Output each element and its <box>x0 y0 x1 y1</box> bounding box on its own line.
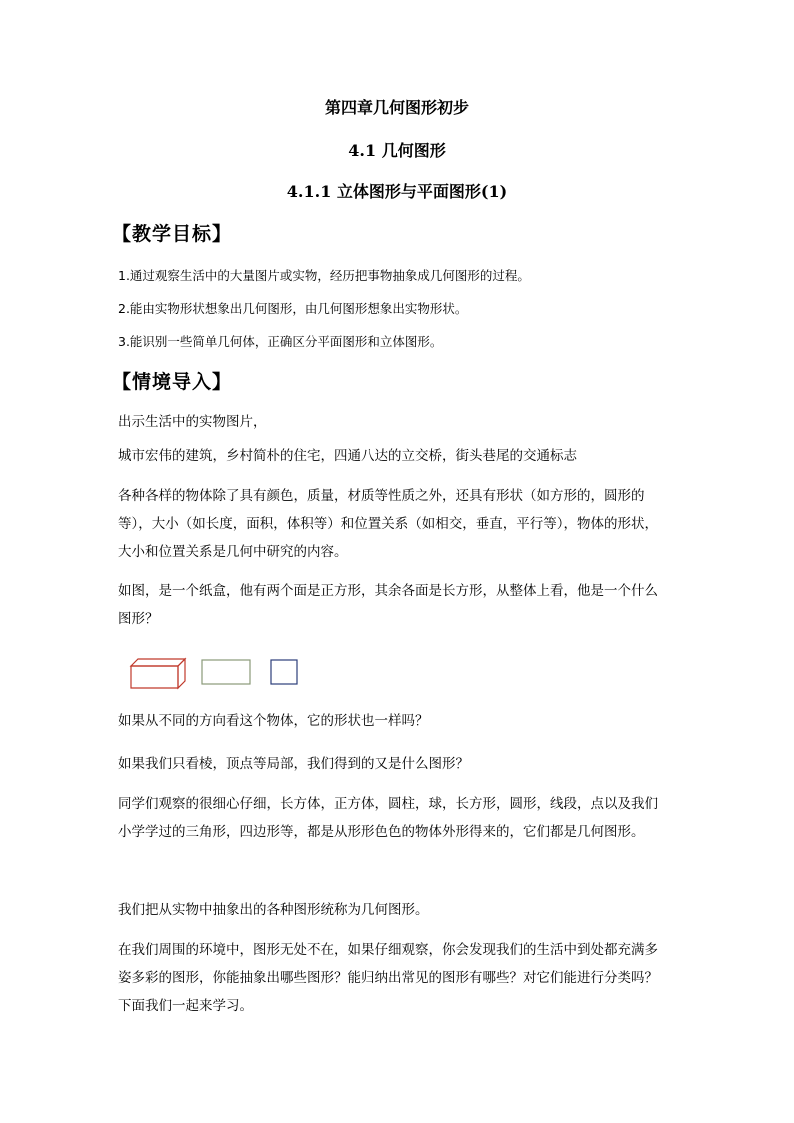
question-line: 如果从不同的方向看这个物体，它的形状也一样吗？ <box>118 713 429 729</box>
box-views-figure <box>128 654 308 694</box>
cuboid-shape <box>131 659 185 688</box>
section-title: 4.1 几何图形 <box>348 141 446 160</box>
paragraph-line: 各种各样的物体除了具有颜色，质量，材质等性质之外，还具有形状（如方形的，圆形的 <box>118 488 645 504</box>
objective-item: 1.通过观察生活中的大量图片或实物，经历把事物抽象成几何图形的过程。 <box>118 268 530 283</box>
paragraph-line: 大小和位置关系是几何中研究的内容。 <box>118 544 348 560</box>
intro-heading: 【情境导入】 <box>112 371 233 393</box>
paragraph-line: 在我们周围的环境中，图形无处不在，如果仔细观察，你会发现我们的生活中到处都充满多 <box>118 942 658 958</box>
paragraph-line: 等），大小（如长度，面积，体积等）和位置关系（如相交，垂直，平行等），物体的形状， <box>118 516 658 532</box>
square-view-shape <box>271 660 297 684</box>
paragraph-line: 小学学过的三角形，四边形等，都是从形形色色的物体外形得来的，它们都是几何图形。 <box>118 824 645 840</box>
objective-item: 3.能识别一些简单几何体，正确区分平面图形和立体图形。 <box>118 334 443 349</box>
intro-line: 出示生活中的实物图片， <box>118 414 267 430</box>
paragraph-line: 如图，是一个纸盒，他有两个面是正方形，其余各面是长方形，从整体上看，他是一个什么 <box>118 583 658 599</box>
question-line: 如果我们只看棱，顶点等局部，我们得到的又是什么图形？ <box>118 756 469 772</box>
objectives-heading: 【教学目标】 <box>112 223 233 245</box>
rectangle-view-shape <box>202 660 250 684</box>
paragraph-line: 图形？ <box>118 611 159 627</box>
paragraph-line: 下面我们一起来学习。 <box>118 998 253 1014</box>
paragraph-line: 姿多彩的图形，你能抽象出哪些图形？能归纳出常见的图形有哪些？对它们能进行分类吗？ <box>118 970 658 986</box>
paragraph-line: 我们把从实物中抽象出的各种图形统称为几何图形。 <box>118 902 429 918</box>
intro-line: 城市宏伟的建筑，乡村简朴的住宅，四通八达的立交桥，街头巷尾的交通标志 <box>118 448 577 464</box>
objective-item: 2.能由实物形状想象出几何图形，由几何图形想象出实物形状。 <box>118 301 468 316</box>
chapter-title: 第四章几何图形初步 <box>324 98 469 117</box>
paragraph-line: 同学们观察的很细心仔细，长方体，正方体，圆柱，球，长方形，圆形，线段，点以及我们 <box>118 796 658 812</box>
subsection-title: 4.1.1 立体图形与平面图形(1) <box>286 182 508 201</box>
